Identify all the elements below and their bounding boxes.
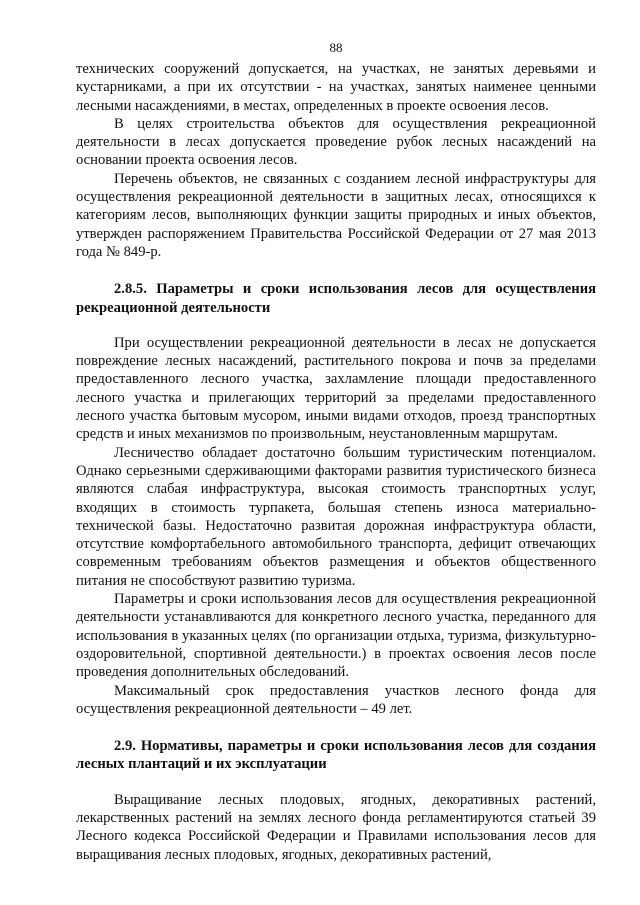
paragraph-continuation: технических сооружений допускается, на участках, не занятых деревьями и кустарниками, а при их отсутствии - на участках, занятых наименее ценными лесными насаждениями, в местах, определенных в проекте освоения лесов. — [76, 61, 596, 114]
paragraph-max-term: Максимальный срок предоставления участков лесного фонда для осуществления рекреационной деятельности – 49 лет. — [76, 682, 596, 717]
paragraph-recreation-restrictions: При осуществлении рекреационной деятельности в лесах не допускается повреждение лесных насаждений, растительного покрова и почв за пределами предоставленного лесного участка, захламление площади предоставленного лесного участка и прилегающих территорий за пределами предоставленного лесного участка бытовым мусором, иными видами отходов, проезд транспортных средств и иных механизмов по произвольным, неустановленным маршрутам. — [76, 334, 596, 443]
paragraph-construction-felling: В целях строительства объектов для осуществления рекреационной деятельности в лесах допускается проведение рубок лесных насаждений на основании проекта освоения лесов. — [76, 115, 596, 169]
paragraph-parameters-terms: Параметры и сроки использования лесов для осуществления рекреационной деятельности устанавливаются для конкретного лесного участка, переданного для использования в указанных целях (по организации отдыха, туризма, физкультурно-оздоровительной, спортивной деятельности.) в проектах освоения лесов после проведения дополнительных обследований. — [76, 591, 596, 681]
paragraph-objects-list: Перечень объектов, не связанных с созданием лесной инфраструктуры для осуществления рекреационной деятельности в защитных лесах, относящихся к категориям лесов, выполняющих функции защиты природных и иных объектов, утвержден распоряжением Правительства Российской Федерации от 27 мая 2013 года № 849-р. — [76, 170, 596, 260]
section-heading-2-9: 2.9. Нормативы, параметры и сроки использования лесов для создания лесных плантаций и их эксплуатации — [76, 738, 596, 773]
page-number: 88 — [329, 40, 343, 55]
paragraph-plantations: Выращивание лесных плодовых, ягодных, декоративных растений, лекарственных растений на землях лесного фонда регламентируются статьей 39 Лесного кодекса Российской Федерации и Правилами использования лесов для выращивания лесных плодовых, ягодных, декоративных растений, — [76, 791, 596, 863]
paragraph-tourism-potential: Лесничество обладает достаточно большим туристическим потенциалом. Однако серьезными сдерживающими факторами развития туристического бизнеса являются слабая инфраструктура, высокая стоимость транспортных услуг, входящих в стоимость турпакета, большая степень износа материально-технической базы. Недостаточно развитая дорожная инфраструктура области, отсутствие комфортабельного автомобильного транспорта, дефицит отвечающих современным требованиям объектов размещения и объектов общественного питания не способствуют развитию туризма. — [76, 444, 596, 589]
section-heading-2-8-5: 2.8.5. Параметры и сроки использования лесов для осуществления рекреационной деятельности — [76, 281, 596, 316]
